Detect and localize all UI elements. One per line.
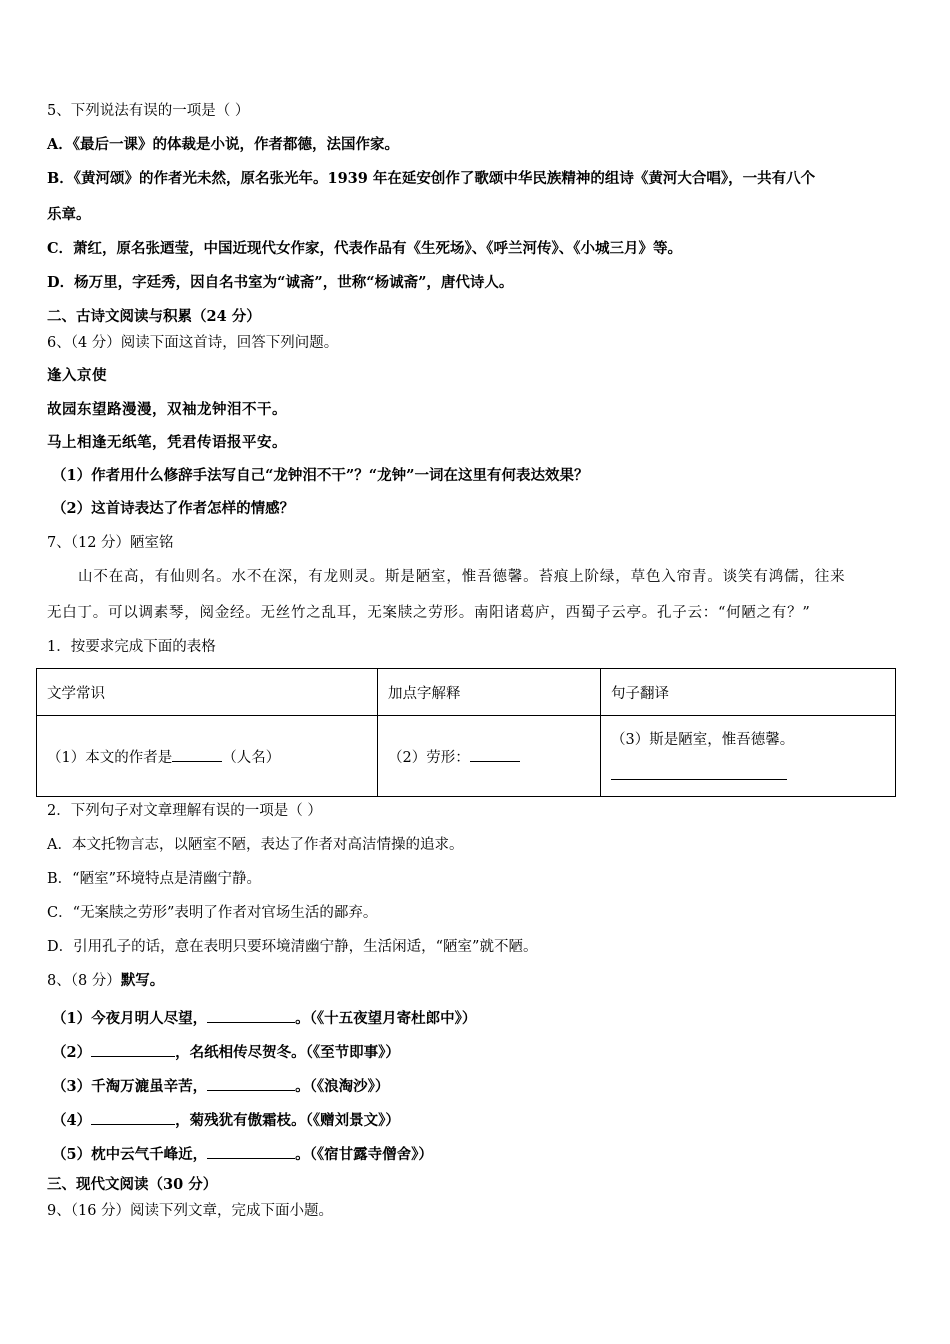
q8-item-text: （3）千淘万漉虽辛苦，: [52, 1078, 208, 1095]
q8-stem-instruction: 默写。: [120, 972, 165, 989]
table-cell-translation: [601, 716, 896, 797]
author-blank[interactable]: [172, 747, 222, 762]
q5-option-b-line2: 乐章。: [47, 206, 91, 223]
table-header-cell: 句子翻译: [601, 669, 896, 716]
q8-item-text: （2）: [52, 1044, 92, 1061]
q8-item-source: ，菊残犹有傲霜枝。（《赠刘景文》）: [175, 1112, 400, 1129]
q6-sub1: （1）作者用什么修辞手法写自己“龙钟泪不干”？“龙钟”一词在这里有何表达效果？: [52, 467, 589, 484]
q8-item-text: （1）今夜月明人尽望，: [52, 1010, 208, 1027]
table-header-row: [37, 669, 896, 716]
author-prompt: （1）本文的作者是: [47, 749, 173, 766]
q8-blank-2[interactable]: [91, 1042, 175, 1057]
q6-poem-title: 逢入京使: [47, 367, 107, 384]
table-cell-word: [378, 716, 601, 797]
q7-passage-line1: 山不在高，有仙则名。水不在深，有龙则灵。斯是陋室，惟吾德馨。苔痕上阶绿，草色入帘青。谈笑有鸿儒，往来: [78, 569, 846, 585]
q5-stem: 5、下列说法有误的一项是（ ）: [47, 103, 250, 119]
q7-task2: 2．下列句子对文章理解有误的一项是（ ）: [47, 803, 322, 819]
q5-option-a: A．《最后一课》的体裁是小说，作者都德，法国作家。: [47, 136, 399, 153]
q7-option-b: B．“陋室”环境特点是清幽宁静。: [47, 871, 261, 887]
translation-blank[interactable]: [611, 765, 787, 780]
q8-item-text: （5）枕中云气千峰近，: [52, 1146, 208, 1163]
q6-sub2: （2）这首诗表达了作者怎样的情感？: [52, 500, 295, 517]
q8-item-source: 。（《浪淘沙》）: [295, 1078, 390, 1095]
q8-blank-1[interactable]: [207, 1008, 295, 1023]
q7-option-a: A．本文托物言志，以陋室不陋，表达了作者对高洁情操的追求。: [47, 837, 464, 853]
q6-poem-line2: 马上相逢无纸笔，凭君传语报平安。: [47, 434, 287, 451]
table-header-cell: 加点字解释: [378, 669, 601, 716]
q9-stem: 9、（16 分）阅读下列文章，完成下面小题。: [47, 1203, 334, 1219]
q8-item-text: （4）: [52, 1112, 92, 1129]
q8-item-1: [52, 1008, 476, 1027]
q7-option-d: D．引用孔子的话，意在表明只要环境清幽宁静，生活闲适，“陋室”就不陋。: [47, 939, 538, 955]
table-header-cell: 文学常识: [37, 669, 378, 716]
q8-blank-5[interactable]: [207, 1144, 295, 1159]
q7-task1: 1．按要求完成下面的表格: [47, 639, 216, 655]
word-prompt: （2）劳形：: [388, 749, 470, 766]
section-3-heading: 三、现代文阅读（30 分）: [47, 1176, 218, 1193]
q8-blank-3[interactable]: [207, 1076, 295, 1091]
q8-item-2: [52, 1042, 400, 1061]
q8-stem-prefix: 8、（8 分）: [47, 973, 121, 989]
section-2-heading: 二、古诗文阅读与积累（24 分）: [47, 308, 261, 325]
q5-option-b-line1: B．《黄河颂》的作者光未然，原名张光年。1939 年在延安创作了歌颂中华民族精神的组诗《黄河大合唱》，一共有八个: [47, 170, 816, 187]
word-blank[interactable]: [470, 747, 520, 762]
q7-option-c: C．“无案牍之劳形”表明了作者对官场生活的鄙弃。: [47, 905, 378, 921]
q5-option-c: C．萧红，原名张迺莹，中国近现代女作家，代表作品有《生死场》、《呼兰河传》、《小城三月》等。: [47, 240, 683, 257]
table-cell-author: [37, 716, 378, 797]
q8-stem: [47, 974, 164, 989]
q8-item-3: [52, 1076, 389, 1095]
q8-item-4: [52, 1110, 400, 1129]
q8-item-5: [52, 1144, 433, 1163]
q7-stem: 7、（12 分）陋室铭: [47, 535, 174, 551]
q8-blank-4[interactable]: [91, 1110, 175, 1125]
q5-option-d: D．杨万里，字廷秀，因自名书室为“诚斋”，世称“杨诚斋”，唐代诗人。: [47, 274, 514, 291]
q6-stem: 6、（4 分）阅读下面这首诗，回答下列问题。: [47, 335, 339, 351]
q7-answer-table: [36, 668, 896, 797]
q8-item-source: 。（《十五夜望月寄杜郎中》）: [295, 1010, 477, 1027]
q8-item-source: ，名纸相传尽贺冬。（《至节即事》）: [175, 1044, 400, 1061]
translation-prompt: （3）斯是陋室，惟吾德馨。: [611, 732, 795, 748]
q8-item-source: 。（《宿甘露寺僧舍》）: [295, 1146, 433, 1163]
table-row: [37, 716, 896, 797]
q7-passage-line2: 无白丁。可以调素琴，阅金经。无丝竹之乱耳，无案牍之劳形。南阳诸葛庐，西蜀子云亭。孔子云：“何陋之有？”: [47, 605, 811, 621]
author-suffix: （人名）: [222, 749, 281, 766]
q6-poem-line1: 故园东望路漫漫，双袖龙钟泪不干。: [47, 401, 287, 418]
